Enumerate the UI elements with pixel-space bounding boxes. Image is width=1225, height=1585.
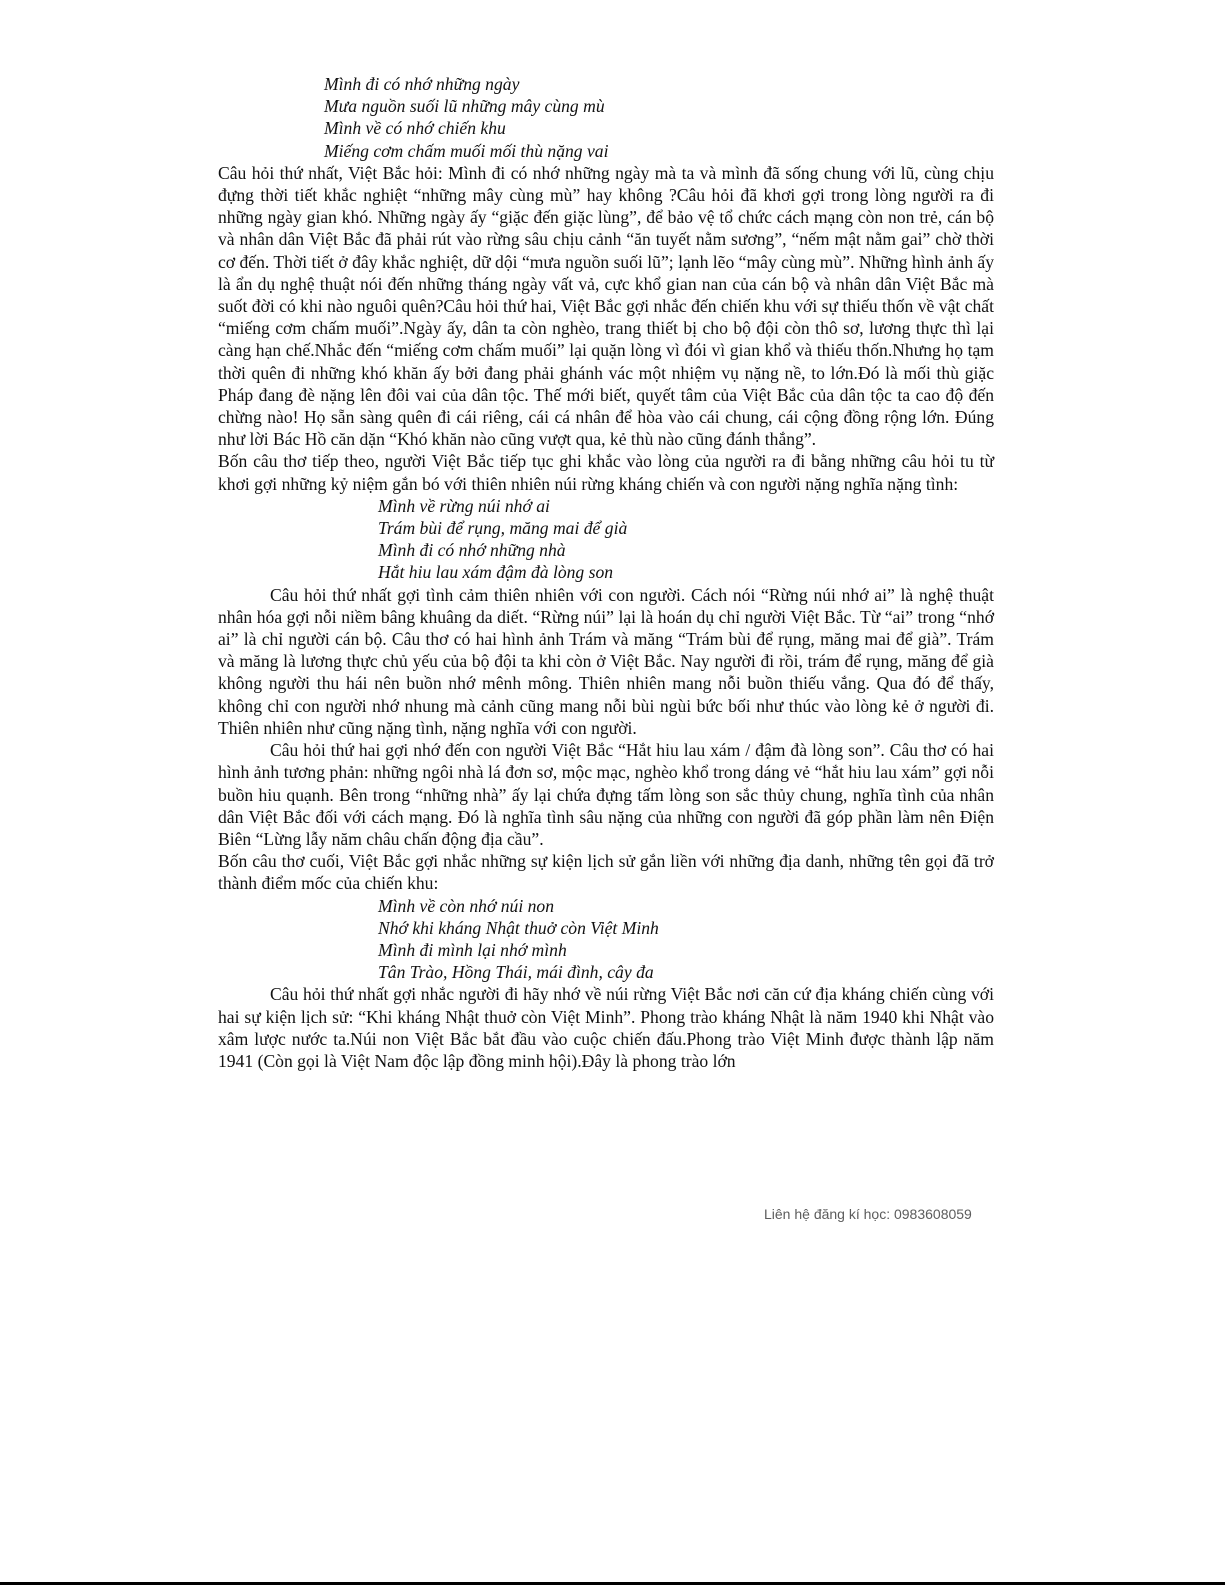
poem-line: Mình đi có nhớ những ngày: [324, 74, 520, 94]
poem-line: Mình đi có nhớ những nhà: [378, 540, 566, 561]
poem-line: Trám bùi để rụng, măng mai để già: [378, 518, 628, 539]
document-body: [218, 73, 994, 1072]
poem-line: Mình về còn nhớ núi non: [378, 895, 555, 916]
poem-stanza-3: [218, 895, 994, 984]
poem-stanza-2: [218, 495, 994, 584]
poem-line: Mưa nguồn suối lũ những mây cùng mù: [324, 96, 605, 117]
paragraph: Câu hỏi thứ hai gợi nhớ đến con người Việt Bắc “Hắt hiu lau xám / đậm đà lòng son”. Câu thơ có hai hình ảnh tương phản: những ngôi nhà lá đơn sơ, mộc mạc, nghèo khổ trong dáng vẻ “hắt hiu lau xám” gợi nỗi buồn hiu quạnh. Bên trong “những nhà” ấy lại chứa đựng tấm lòng son sắc thủy chung, nghĩa tình của nhân dân Việt Bắc đối với cách mạng. Đó là nghĩa tình sâu nặng của những con người đã góp phần làm nên Điện Biên “Lừng lẫy năm châu chấn động địa cầu”.: [218, 740, 994, 849]
poem-line: Hắt hiu lau xám đậm đà lòng son: [378, 562, 614, 583]
paragraph: Câu hỏi thứ nhất gợi nhắc người đi hãy nhớ về núi rừng Việt Bắc nơi căn cứ địa kháng chiến cùng với hai sự kiện lịch sử: “Khi kháng Nhật thuở còn Việt Minh”. Phong trào kháng Nhật là năm 1940 khi Nhật vào xâm lược nước ta.Núi non Việt Bắc bắt đầu vào cuộc chiến đấu.Phong trào Việt Minh được thành lập năm 1941 (Còn gọi là Việt Nam độc lập đồng minh hội).Đây là phong trào lớn: [218, 984, 994, 1071]
paragraph: Bốn câu thơ tiếp theo, người Việt Bắc tiếp tục ghi khắc vào lòng của người ra đi bằng những câu hỏi tu từ khơi gợi những kỷ niệm gắn bó với thiên nhiên núi rừng kháng chiến và con người nặng nghĩa nặng tình:: [218, 451, 994, 494]
poem-line: Mình về có nhớ chiến khu: [324, 118, 506, 139]
poem-line: Tân Trào, Hồng Thái, mái đình, cây đa: [378, 962, 654, 983]
poem-stanza-1: [218, 73, 994, 162]
poem-line: Mình đi mình lại nhớ mình: [378, 939, 567, 960]
footer-contact: Liên hệ đăng kí học: 0983608059: [764, 1206, 972, 1222]
paragraph: Câu hỏi thứ nhất, Việt Bắc hỏi: Mình đi có nhớ những ngày mà ta và mình đã sống chung với lũ, cùng chịu đựng thời tiết khắc nghiệt “những mây cùng mù” hay không ?Câu hỏi đã khơi gợi trong lòng người ra đi những ngày gian khó. Những ngày ấy “giặc đến giặc lùng”, để bảo vệ tổ chức cách mạng còn non trẻ, cán bộ và nhân dân Việt Bắc đã phải rút vào rừng sâu chịu cảnh “ăn tuyết nằm sương”, “nếm mật nằm gai” chờ thời cơ đến. Thời tiết ở đây khắc nghiệt, dữ dội “mưa nguồn suối lũ”; lạnh lẽo “mây cùng mù”. Những hình ảnh ấy là ẩn dụ nghệ thuật nói đến những tháng ngày vất vả, cực khổ gian nan của cán bộ và nhân dân Việt Bắc mà suốt đời có khi nào nguôi quên?Câu hỏi thứ hai, Việt Bắc gợi nhắc đến chiến khu với sự thiếu thốn về vật chất “miếng cơm chấm muối”.Ngày ấy, dân ta còn nghèo, trang thiết bị cho bộ đội còn thô sơ, lương thực thì lại càng hạn chế.Nhắc đến “miếng cơm chấm muối” lại quặn lòng vì đói vì gian khổ và thiếu thốn.Nhưng họ tạm thời quên đi những khó khăn ấy bởi đang phải ghánh vác một nhiệm vụ nặng nề, to lớn.Đó là mối thù giặc Pháp đang đè nặng lên đôi vai của dân tộc. Thế mới biết, quyết tâm của Việt Bắc của dân tộc ta cao độ đến chừng nào! Họ sẵn sàng quên đi cái riêng, cái cá nhân để hòa vào cái chung, cái cộng đồng rộng lớn. Đúng như lời Bác Hồ căn dặn “Khó khăn nào cũng vượt qua, kẻ thù nào cũng đánh thắng”.: [218, 162, 994, 450]
poem-line: Miếng cơm chấm muối mối thù nặng vai: [324, 140, 609, 161]
poem-line: Nhớ khi kháng Nhật thuở còn Việt Minh: [378, 917, 659, 938]
poem-line: Mình về rừng núi nhớ ai: [378, 495, 550, 516]
paragraph: Câu hỏi thứ nhất gợi tình cảm thiên nhiên với con người. Cách nói “Rừng núi nhớ ai” là nghệ thuật nhân hóa gợi nỗi niềm bâng khuâng da diết. “Rừng núi” lại là hoán dụ chỉ người Việt Bắc. Từ “ai” trong “nhớ ai” là chỉ người cán bộ. Câu thơ có hai hình ảnh Trám và măng “Trám bùi để rụng, măng mai để già”. Trám và măng là lương thực chủ yếu của bộ đội ta khi còn ở Việt Bắc. Nay người đi rồi, trám để rụng, măng để già không người thu hái nên buồn nhớ mênh mông. Thiên nhiên mang nỗi buồn thiếu vắng. Qua đó để thấy, không chỉ con người nhớ nhung mà cảnh cũng mang nỗi bùi ngùi bức bối như thúc vào lòng kẻ ở người đi. Thiên nhiên như cũng nặng tình, nặng nghĩa với con người.: [218, 584, 994, 738]
paragraph: Bốn câu thơ cuối, Việt Bắc gợi nhắc những sự kiện lịch sử gắn liền với những địa danh, những tên gọi đã trở thành điểm mốc của chiến khu:: [218, 851, 994, 894]
